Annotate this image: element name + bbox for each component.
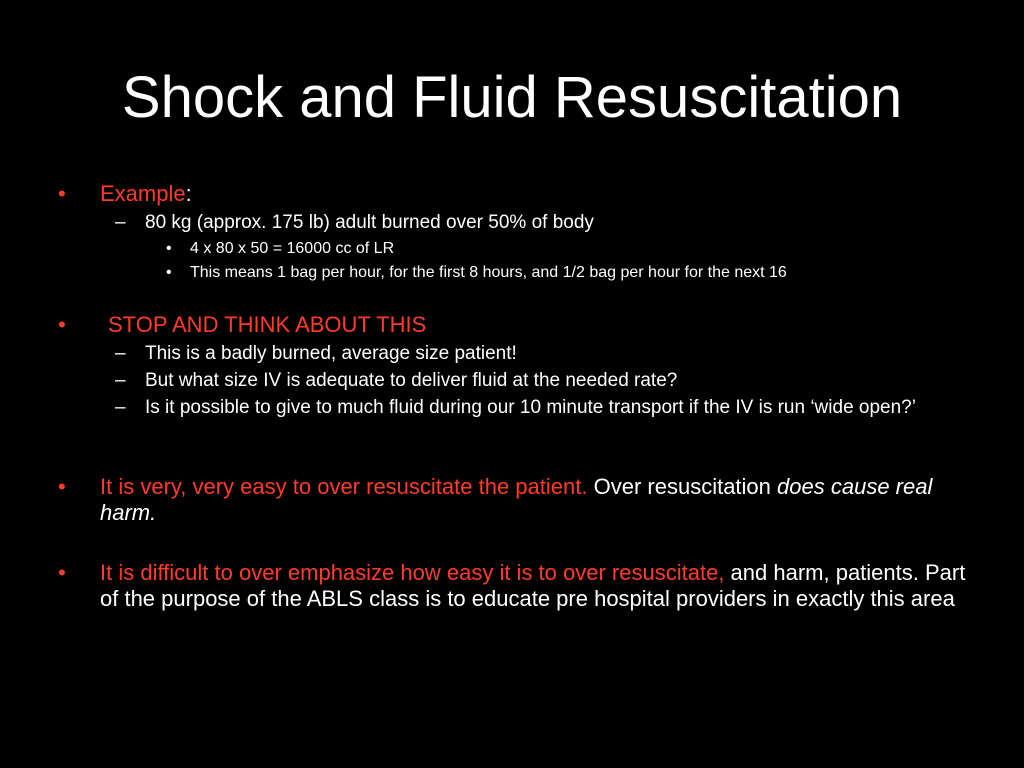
bullet-marker: •	[58, 181, 66, 206]
bullet-marker: •	[166, 240, 172, 257]
emphasis-red-text: It is difficult to over emphasize how easy it is to over resuscitate,	[100, 560, 725, 585]
sub-bullet-3	[115, 397, 945, 419]
sub-bullet-text: This is a badly burned, average size patient!	[145, 343, 517, 364]
bullet-example	[58, 181, 980, 207]
dash-marker: –	[115, 212, 126, 233]
bullet-marker: •	[58, 312, 66, 337]
sub-bullet-2	[115, 370, 985, 392]
point-rate	[166, 263, 990, 283]
sub-bullet-text: 80 kg (approx. 175 lb) adult burned over 50% of body	[145, 212, 594, 233]
sub-bullet-text: But what size IV is adequate to deliver fluid at the needed rate?	[145, 370, 678, 391]
bullet-emphasize	[58, 560, 970, 612]
slide-title: Shock and Fluid Resuscitation	[121, 65, 903, 130]
bullet-marker: •	[58, 474, 66, 499]
warning-white-text: Over resuscitation	[593, 474, 771, 499]
dash-marker: –	[115, 343, 126, 364]
warning-italic-text: does cause real harm.	[100, 474, 933, 525]
warning-red-text: It is very, very easy to over resuscitate the patient.	[100, 474, 588, 499]
point-text: 4 x 80 x 50 = 16000 cc of LR	[190, 240, 395, 257]
example-colon: :	[185, 181, 192, 206]
bullet-marker: •	[166, 264, 172, 281]
point-formula	[166, 239, 990, 259]
sub-bullet-text: Is it possible to give to much fluid during our 10 minute transport if the IV is run ‘wide open?’	[145, 397, 916, 418]
sub-bullet-1	[115, 343, 985, 365]
dash-marker: –	[115, 397, 126, 418]
emphasis-white-text: and harm, patients. Part of the purpose of the ABLS class is to educate pre hospital providers in exactly this area	[100, 560, 966, 611]
point-text: This means 1 bag per hour, for the first 8 hours, and 1/2 bag per hour for the next 16	[190, 264, 787, 281]
example-label: Example	[100, 181, 186, 206]
sub-bullet-patient	[115, 212, 985, 234]
dash-marker: –	[115, 370, 126, 391]
stop-label: STOP AND THINK ABOUT THIS	[108, 312, 427, 337]
bullet-marker: •	[58, 560, 66, 585]
bullet-over-resuscitate	[58, 474, 960, 526]
bullet-stop-and-think	[58, 312, 978, 338]
